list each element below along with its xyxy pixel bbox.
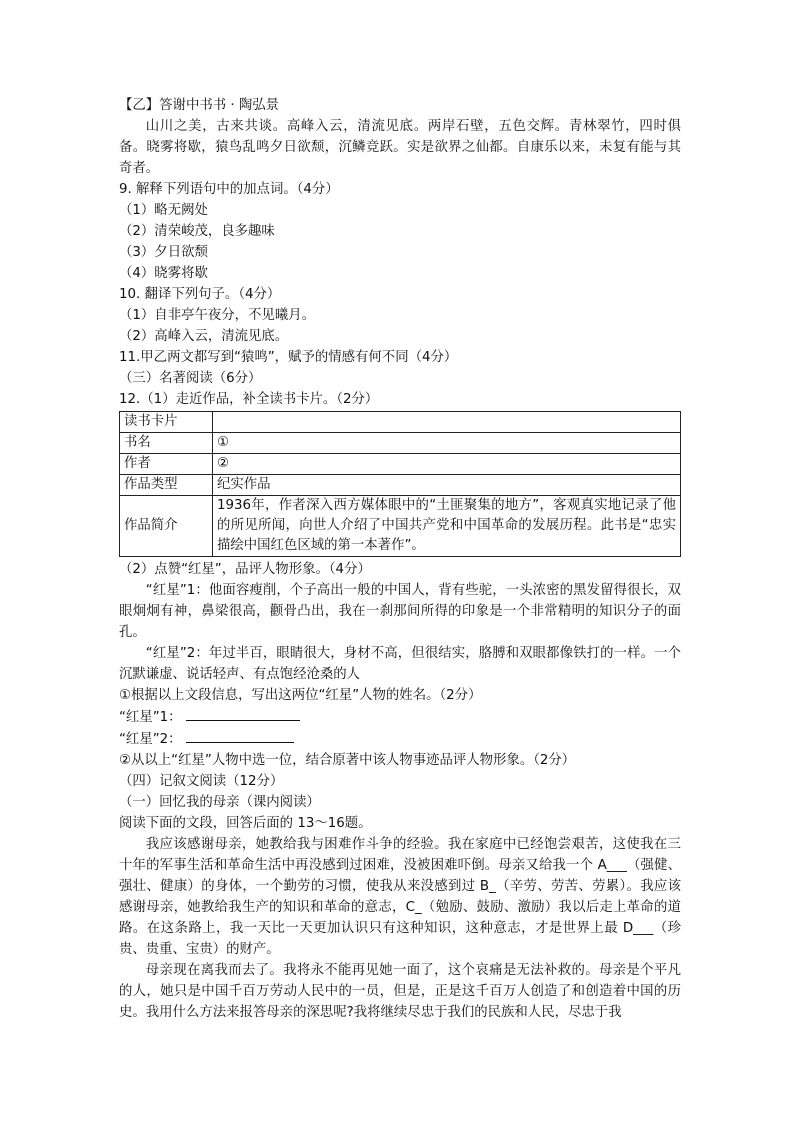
q12-1-stem: 12.（1）走近作品，补全读书卡片。（2分） bbox=[119, 392, 379, 407]
q10-item: （2）高峰入云，清流见底。 bbox=[119, 329, 289, 344]
passage-paragraph: 我应该感谢母亲，她教给我与困难作斗争的经验。我在家庭中已经饱尝艰苦，这使我在三十年的军事生活和革命生活中再没感到过困难，没被困难吓倒。母亲又给我一个 A___（强健、强壮、健康）的身体，一个勤劳的习惯，使我从来没感到过 B_（辛劳、劳苦、劳累）。我应该感谢母亲，她教给我生产的知识和革命的意志，C_（勉励、鼓励、激励）我以后走上革命的道路。在这条路上，我一天比一天更加认识只有这种知识，这种意志，才是世界上最 D___（珍贵、贵重、宝贵）的财产。 bbox=[119, 837, 681, 957]
sub-question-1: ①根据以上文段信息，写出这两位“红星”人物的姓名。（2分） bbox=[119, 688, 482, 703]
star2-text: “红星”2：年过半百，眼睛很大，身材不高，但很结实，胳膊和双眼都像铁打的一样。一个沉默谦虚、说话轻声、有点饱经沧桑的人 bbox=[119, 646, 681, 682]
table-row bbox=[120, 475, 681, 496]
card-label: 书名 bbox=[120, 433, 213, 454]
card-value: 纪实作品 bbox=[213, 475, 681, 496]
reading-card-table bbox=[119, 411, 681, 557]
q12-2-stem: （2）点赞“红星”，品评人物形象。（4分） bbox=[119, 562, 371, 577]
q10-item: （1）自非亭午夜分，不见曦月。 bbox=[119, 308, 315, 323]
answer-label: “红星”2： bbox=[119, 732, 182, 747]
q11-stem: 11.甲乙两文都写到“猿鸣”，赋予的情感有何不同（4分） bbox=[119, 350, 458, 365]
answer-blank[interactable] bbox=[186, 706, 300, 721]
sub-question-2: ②从以上“红星”人物中选一位，结合原著中该人物事迹品评人物形象。（2分） bbox=[119, 753, 576, 768]
table-row bbox=[120, 454, 681, 475]
passage-paragraph: 母亲现在离我而去了。我将永不能再见她一面了，这个哀痛是无法补救的。母亲是个平凡的人，她只是中国千百万劳动人民中的一员，但是，正是这千百万人创造了和创造着中国的历史。我用什么方法来报答母亲的深思呢?我将继续尽忠于我们的民族和人民，尽忠于我 bbox=[119, 963, 681, 1020]
passage-yi: 山川之美，古来共谈。高峰入云，清流见底。两岸石壁，五色交辉。青林翠竹，四时俱备。晓雾将歇，猿鸟乱鸣夕日欲颓，沉鳞竞跃。实是欲界之仙都。自康乐以来，未复有能与其奇者。 bbox=[119, 119, 681, 176]
card-label: 作者 bbox=[120, 454, 213, 475]
answer-line-2 bbox=[119, 728, 681, 750]
card-label: 作品简介 bbox=[120, 496, 213, 557]
table-row bbox=[120, 496, 681, 557]
section4-subtitle: （一）回忆我的母亲（课内阅读） bbox=[119, 795, 320, 810]
card-header: 读书卡片 bbox=[120, 412, 213, 433]
q9-item: （3）夕日欲颓 bbox=[119, 245, 208, 260]
exam-page bbox=[119, 95, 681, 1023]
card-header-empty bbox=[213, 412, 681, 433]
card-value[interactable]: ② bbox=[213, 454, 681, 475]
reading-instruction: 阅读下面的文段，回答后面的 13～16题。 bbox=[119, 816, 372, 831]
section-yi-title: 【乙】答谢中书书 · 陶弘景 bbox=[119, 98, 280, 113]
answer-blank[interactable] bbox=[186, 728, 294, 743]
star1-text: “红星”1：他面容瘦削，个子高出一般的中国人，背有些驼，一头浓密的黑发留得很长，双眼炯炯有神，鼻梁很高，颧骨凸出，我在一刹那间所得的印象是一个非常精明的知识分子的面孔。 bbox=[119, 583, 681, 640]
answer-label: “红星”1： bbox=[119, 710, 182, 725]
card-value: 1936年，作者深入西方媒体眼中的“土匪聚集的地方”，客观真实地记录了他的所见所闻，向世人介绍了中国共产党和中国革命的发展历程。此书是“忠实描绘中国红色区域的第一本著作”。 bbox=[213, 496, 681, 557]
table-row bbox=[120, 412, 681, 433]
q9-item: （1）略无阙处 bbox=[119, 203, 208, 218]
table-row bbox=[120, 433, 681, 454]
section4-title: （四）记叙文阅读（12分） bbox=[119, 774, 284, 789]
card-label: 作品类型 bbox=[120, 475, 213, 496]
q9-item: （4）晓雾将歇 bbox=[119, 266, 208, 281]
card-value[interactable]: ① bbox=[213, 433, 681, 454]
answer-line-1 bbox=[119, 706, 681, 728]
q10-stem: 10. 翻译下列句子。（4分） bbox=[119, 287, 281, 302]
q9-item: （2）清荣峻茂，良多趣味 bbox=[119, 224, 275, 239]
q9-stem: 9. 解释下列语句中的加点词。（4分） bbox=[119, 182, 339, 197]
section3-title: （三）名著阅读（6分） bbox=[119, 371, 262, 386]
